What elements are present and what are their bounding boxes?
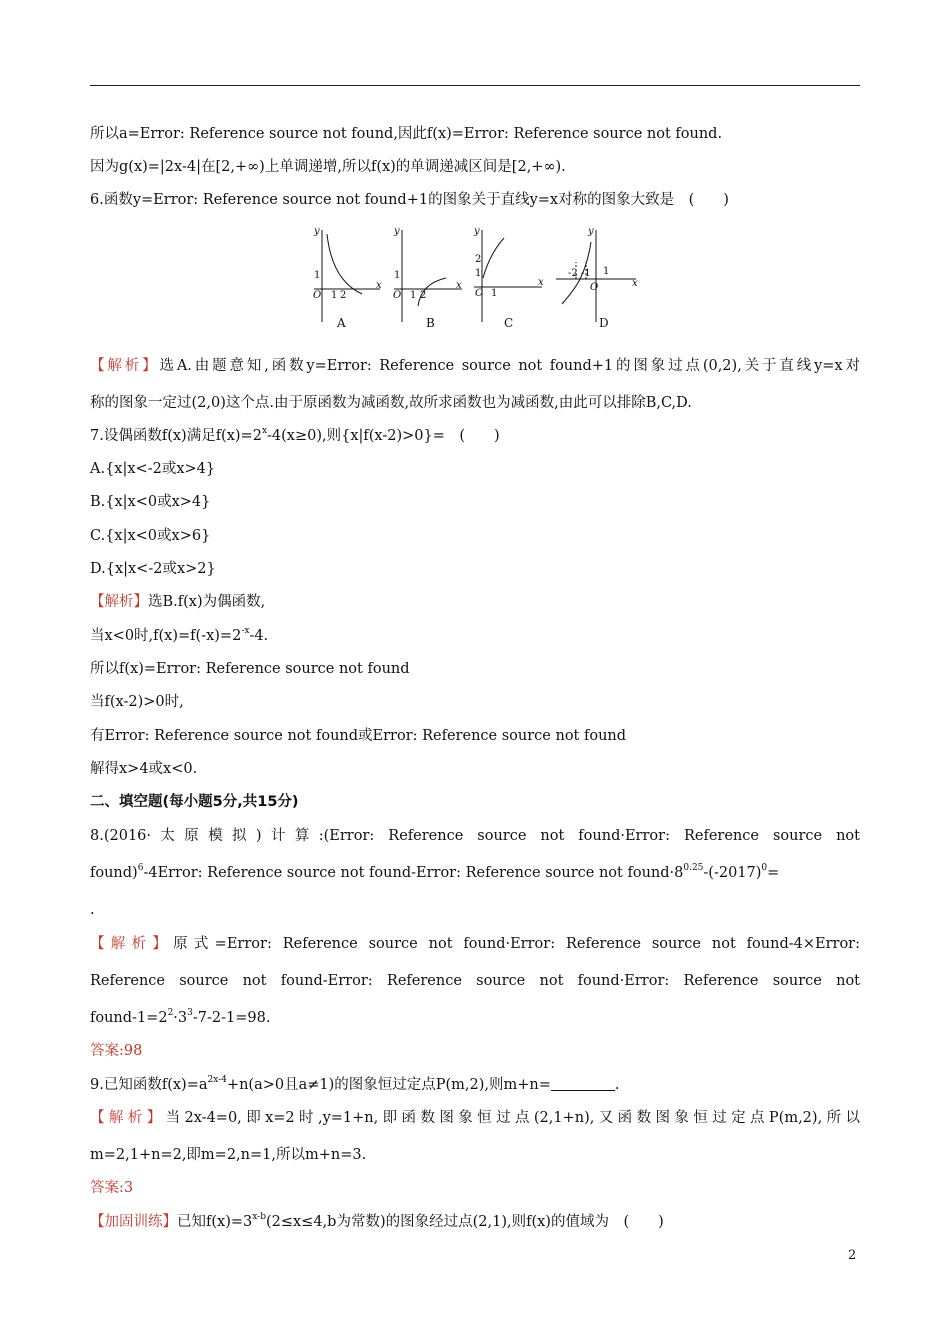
origin-label-D: O [590,282,599,293]
panel-label-D: D [599,316,609,330]
q7-solution-line-5: 有Error: Reference source not found或Error: Reference source not found [90,728,627,744]
text-line-2: 因为g(x)=|2x-4|在[2,+∞)上单调递增,所以f(x)的单调递减区间是[2,+∞). [90,159,566,175]
tick-x2-B: 2 [420,290,427,301]
question-6: 6.函数y=Error: Reference source not found+1的图象关于直线y=x对称的图象大致是 ( ) [90,192,729,208]
extra-practice: 【加固训练】已知$f(x)=3^{x-b}(2\le x\le 4,b$为常数)的图象经过点(2,1),则f(x)的值域为 ( ) [90,1212,664,1230]
q6-solution-line-2: 称的图象一定过(2,0)这个点.由于原函数为减函数,故所求函数也为减函数,由此可以排除B,C,D. [90,395,692,411]
tick-x1-B: 1 [410,290,417,301]
graph-A [313,226,382,330]
origin-label-C: O [475,288,484,299]
answer-blank [551,1076,615,1091]
analysis-tag: 【解析】 [90,358,160,374]
q8-solution-line-2: Reference source not found-Error: Reference source not found·Error: Reference source not [90,973,860,989]
tick-x2-D: -1 [581,268,591,279]
q8-solution-line-1: 【解析】原式=Error: Reference source not found·Error: Reference source not found-4×Error: [90,936,860,952]
option-a: A.{x|x<-2或x>4} [90,461,216,477]
axis-x-label-A: x [376,280,382,291]
tick-y-B: 1 [394,270,401,281]
tick-x1-D: -2 [568,268,578,279]
axis-x-label-D: x [632,278,638,289]
question-8-line-1: 8.(2016·太原模拟)计算:(Error: Reference source not found·Error: Reference source not [90,828,860,844]
axis-x-label-C: x [538,277,544,288]
axis-x-label-B: x [456,280,462,291]
q6-solution-line-1: 【解析】选A.由题意知,函数y=Error: Reference source not found+1的图象过点(0,2),关于直线y=x对 [90,358,861,374]
tick-x1-A: 1 [331,290,338,301]
q7-solution-line-4: 当f(x-2)>0时, [90,694,184,710]
question-7: 7.设偶函数f(x)满足$f(x)=2^x-4(x\ge 0)$,则{x|f(x-2)>0}= ( ) [90,426,500,444]
origin-label-B: O [393,290,402,301]
question-8-line-2: found)$^6$-4Error: Reference source not found-Error: Reference source not $found\cdot 8^{0.25}-(-2017)^0=$ [90,863,780,881]
reinforcement-tag: 【加固训练】 [90,1214,177,1230]
panel-label-A: A [337,316,346,330]
origin-label-A: O [313,290,322,301]
analysis-tag: 【解析】 [90,936,174,952]
option-d: D.{x|x<-2或x>2} [90,561,216,577]
option-c: C.{x|x<0或x>6} [90,528,211,544]
graph-C [473,226,544,330]
text-line-1: 所以a=Error: Reference source not found,因此f(x)=Error: Reference source not found. [90,126,723,142]
q9-solution-line-2: m=2,1+n=2,即m=2,n=1,所以m+n=3. [90,1147,367,1163]
graph-B [393,226,462,330]
q7-solution-line-3: 所以f(x)=Error: Reference source not found [90,661,410,677]
option-b: B.{x|x<0或x>4} [90,494,211,510]
header-rule [90,85,860,86]
panel-label-C: C [504,316,514,330]
axis-y-label-C: y [474,226,480,237]
question-8-line-3: . [90,902,95,918]
question-9: 9.已知函数$f(x)=a^{2x-4}+n(a>0$且a≠1)的图象恒过定点P(m,2),则m+n= . [90,1075,620,1093]
graph-D [556,226,638,330]
tick-y-D: 1 [603,266,610,277]
panel-label-B: B [426,316,435,330]
page-number: 2 [848,1248,857,1263]
graph-options-figure [300,222,650,337]
axis-y-label-B: y [394,226,400,237]
section-heading: 二、填空题(每小题5分,共15分) [90,794,299,810]
tick-x1-C: 1 [491,288,498,299]
q7-solution-line-2: 当x<0时$,f(x)=f(-x)=2^{-x}-4$. [90,626,269,644]
q8-solution-line-3: found-$1=2^2\cdot 3^3-7-2-1=98$. [90,1008,271,1026]
tick-y2-C: 2 [475,254,482,265]
q9-answer: 答案:3 [90,1180,134,1196]
tick-y-A: 1 [314,270,321,281]
q7-solution-line-1: 【解析】选B.f(x)为偶函数, [90,594,266,610]
axis-y-label-D: y [588,226,594,237]
analysis-tag: 【解析】 [90,1110,166,1126]
tick-x2-A: 2 [340,290,347,301]
tick-y1-C: 1 [475,268,482,279]
q7-solution-line-6: 解得x>4或x<0. [90,761,198,777]
analysis-tag: 【解析】 [90,594,148,610]
q8-answer: 答案:98 [90,1043,143,1059]
axis-y-label-A: y [314,226,320,237]
q9-solution-line-1: 【解析】当2x-4=0,即x=2时,y=1+n,即函数图象恒过点(2,1+n),又函数图象恒过定点P(m,2),所以 [90,1110,860,1126]
